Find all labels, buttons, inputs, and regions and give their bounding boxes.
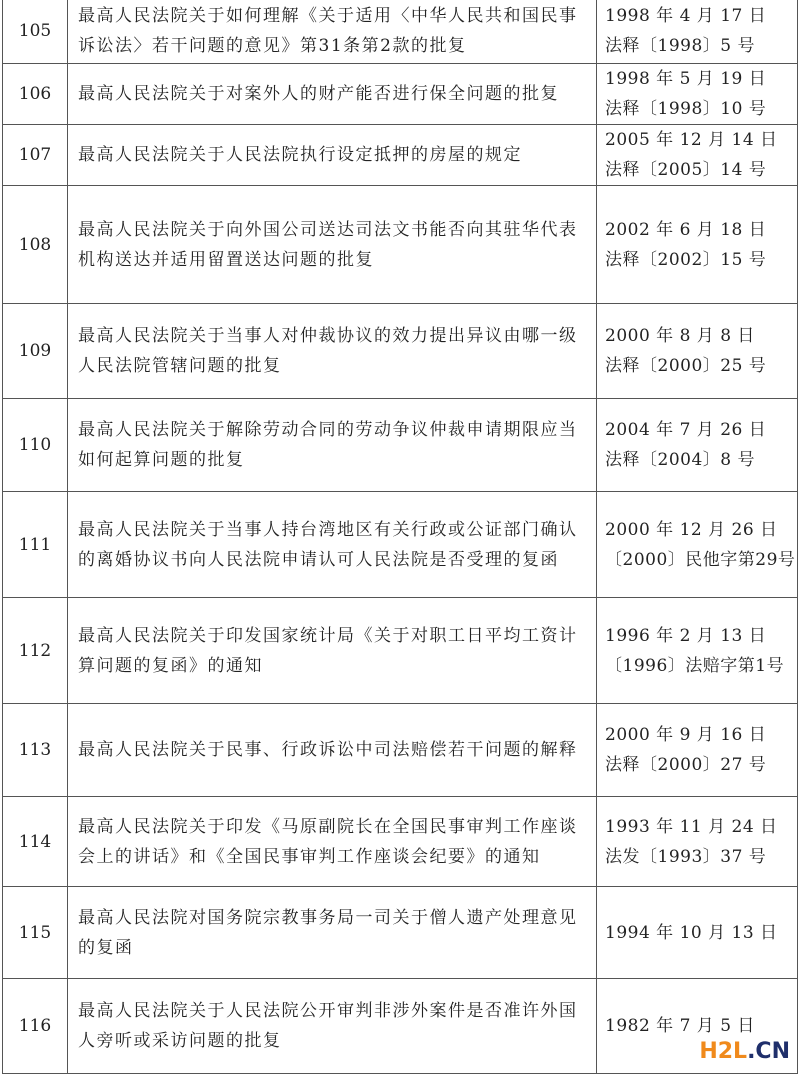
document-title: 最高人民法院关于印发《马原副院长在全国民事审判工作座谈会上的讲话》和《全国民事审判工作座谈会纪要》的通知 — [68, 797, 597, 887]
document-number: 〔1996〕法赔字第1号 — [605, 655, 785, 676]
watermark-brand: H2L — [699, 1039, 748, 1064]
issue-date: 2005 年 12 月 14 日 — [605, 130, 778, 150]
table-row — [3, 704, 798, 797]
watermark-logo — [699, 1039, 790, 1064]
table-row — [3, 304, 798, 399]
date-cell — [597, 399, 798, 492]
date-cell — [597, 0, 798, 64]
document-number: 法释〔2005〕14 号 — [605, 160, 767, 180]
issue-date: 1996 年 2 月 13 日 — [605, 625, 767, 646]
watermark-domain: .CN — [747, 1039, 790, 1064]
table-row — [3, 0, 798, 64]
row-number: 107 — [3, 125, 68, 186]
issue-date: 1998 年 5 月 19 日 — [605, 69, 767, 89]
row-number: 105 — [3, 0, 68, 64]
table-row — [3, 125, 798, 186]
document-title: 最高人民法院对国务院宗教事务局一司关于僧人遗产处理意见的复函 — [68, 887, 597, 979]
document-title: 最高人民法院关于民事、行政诉讼中司法赔偿若干问题的解释 — [68, 704, 597, 797]
document-title: 最高人民法院关于印发国家统计局《关于对职工日平均工资计算问题的复函》的通知 — [68, 598, 597, 704]
row-number: 112 — [3, 598, 68, 704]
row-number: 110 — [3, 399, 68, 492]
date-cell — [597, 598, 798, 704]
issue-date: 1998 年 4 月 17 日 — [605, 6, 767, 26]
document-title: 最高人民法院关于对案外人的财产能否进行保全问题的批复 — [68, 64, 597, 125]
table-row — [3, 186, 798, 304]
document-number: 法释〔1998〕5 号 — [605, 36, 755, 56]
document-title: 最高人民法院关于当事人对仲裁协议的效力提出异议由哪一级人民法院管辖问题的批复 — [68, 304, 597, 399]
document-number: 法释〔2000〕25 号 — [605, 356, 767, 376]
document-number: 法发〔1993〕37 号 — [605, 846, 767, 867]
document-title: 最高人民法院关于解除劳动合同的劳动争议仲裁申请期限应当如何起算问题的批复 — [68, 399, 597, 492]
issue-date: 1993 年 11 月 24 日 — [605, 816, 778, 837]
date-cell — [597, 64, 798, 125]
issue-date: 1994 年 10 月 13 日 — [605, 922, 778, 943]
row-number: 115 — [3, 887, 68, 979]
row-number: 116 — [3, 979, 68, 1074]
table-row — [3, 492, 798, 598]
row-number: 108 — [3, 186, 68, 304]
date-cell — [597, 492, 798, 598]
issue-date: 2000 年 8 月 8 日 — [605, 326, 755, 346]
table-row — [3, 598, 798, 704]
document-title: 最高人民法院关于人民法院执行设定抵押的房屋的规定 — [68, 125, 597, 186]
table-row — [3, 979, 798, 1074]
document-number: 法释〔2002〕15 号 — [605, 249, 767, 270]
table-row — [3, 399, 798, 492]
row-number: 109 — [3, 304, 68, 399]
row-number: 114 — [3, 797, 68, 887]
date-cell — [597, 186, 798, 304]
table-row — [3, 797, 798, 887]
date-cell — [597, 125, 798, 186]
document-title: 最高人民法院关于当事人持台湾地区有关行政或公证部门确认的离婚协议书向人民法院申请认可人民法院是否受理的复函 — [68, 492, 597, 598]
issue-date: 1982 年 7 月 5 日 — [605, 1016, 755, 1036]
date-cell — [597, 797, 798, 887]
table-row — [3, 64, 798, 125]
date-cell — [597, 704, 798, 797]
date-cell — [597, 304, 798, 399]
issue-date: 2000 年 9 月 16 日 — [605, 725, 767, 745]
issue-date: 2002 年 6 月 18 日 — [605, 219, 767, 240]
row-number: 113 — [3, 704, 68, 797]
document-number: 〔2000〕民他字第29号 — [605, 549, 796, 570]
document-title: 最高人民法院关于向外国公司送达司法文书能否向其驻华代表机构送达并适用留置送达问题的批复 — [68, 186, 597, 304]
issue-date: 2004 年 7 月 26 日 — [605, 420, 767, 440]
row-number: 106 — [3, 64, 68, 125]
regulations-table — [2, 0, 798, 1074]
document-title: 最高人民法院关于人民法院公开审判非涉外案件是否准许外国人旁听或采访问题的批复 — [68, 979, 597, 1074]
document-number: 法释〔2004〕8 号 — [605, 450, 755, 470]
document-number: 法释〔2000〕27 号 — [605, 755, 767, 775]
issue-date: 2000 年 12 月 26 日 — [605, 519, 778, 540]
document-number: 法释〔1998〕10 号 — [605, 99, 767, 119]
table-row — [3, 887, 798, 979]
row-number: 111 — [3, 492, 68, 598]
date-cell — [597, 887, 798, 979]
document-title: 最高人民法院关于如何理解《关于适用〈中华人民共和国民事诉讼法〉若干问题的意见》第31条第2款的批复 — [68, 0, 597, 64]
